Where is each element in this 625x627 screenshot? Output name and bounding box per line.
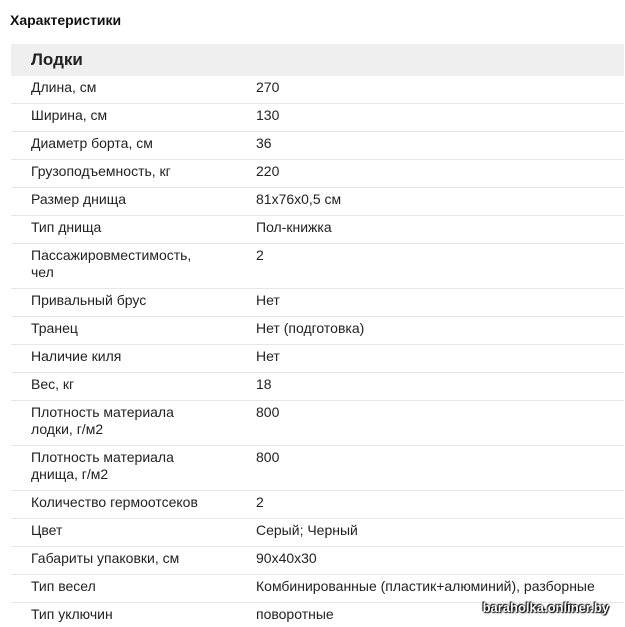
spec-value: 130 — [256, 107, 280, 123]
spec-key: Вес, кг — [31, 376, 75, 392]
spec-key: Грузоподъемность, кг — [31, 163, 171, 179]
section-title: Лодки — [31, 50, 83, 69]
spec-row-passengers — [11, 244, 624, 289]
spec-key: Тип весел — [31, 578, 96, 594]
page-heading: Характеристики — [10, 12, 122, 28]
spec-key: Тип днища — [31, 219, 102, 235]
spec-value: 220 — [256, 163, 280, 179]
spec-row-floor-density — [11, 446, 624, 491]
spec-key: Количество гермоотсеков — [31, 494, 198, 510]
spec-value: 2 — [256, 247, 264, 263]
spec-row-hull-density — [11, 401, 624, 446]
spec-row-capacity — [11, 160, 624, 188]
spec-value: Нет — [256, 292, 280, 308]
spec-value: поворотные — [256, 606, 334, 622]
spec-value: Пол-книжка — [256, 219, 332, 235]
spec-row-fender — [11, 289, 624, 317]
spec-row-oars — [11, 575, 624, 603]
spec-value: 81x76x0,5 см — [256, 191, 342, 207]
spec-value: 800 — [256, 404, 280, 420]
spec-value: 2 — [256, 494, 264, 510]
spec-key: Плотность материала лодки, г/м2 — [31, 404, 174, 437]
spec-key: Транец — [31, 320, 78, 336]
spec-key: Тип уключин — [31, 606, 113, 622]
spec-value: 36 — [256, 135, 272, 151]
spec-row-compartments — [11, 491, 624, 519]
spec-row-weight — [11, 373, 624, 401]
spec-key: Привальный брус — [31, 292, 147, 308]
spec-row-color — [11, 519, 624, 547]
spec-table — [11, 44, 624, 627]
spec-key: Цвет — [31, 522, 63, 538]
spec-value: 18 — [256, 376, 272, 392]
spec-row-transom — [11, 317, 624, 345]
spec-row-floor-type — [11, 216, 624, 244]
spec-key: Ширина, см — [31, 107, 108, 123]
spec-key: Диаметр борта, см — [31, 135, 153, 151]
spec-key: Размер днища — [31, 191, 127, 207]
site-watermark: baraholka.onliner.by — [482, 600, 609, 615]
spec-key: Плотность материала днища, г/м2 — [31, 449, 174, 482]
spec-row-keel — [11, 345, 624, 373]
spec-value: 270 — [256, 79, 280, 95]
spec-value: 800 — [256, 449, 280, 465]
spec-value: Нет (подготовка) — [256, 320, 365, 336]
spec-value: 90x40x30 — [256, 550, 317, 566]
spec-key: Наличие киля — [31, 348, 122, 364]
spec-value: Нет — [256, 348, 280, 364]
spec-value: Комбинированные (пластик+алюминий), разборные — [256, 578, 595, 594]
spec-key: Длина, см — [31, 79, 97, 95]
spec-value: Серый; Черный — [256, 522, 358, 538]
spec-row-width — [11, 104, 624, 132]
spec-key: Габариты упаковки, см — [31, 550, 180, 566]
spec-row-package-size — [11, 547, 624, 575]
spec-row-length — [11, 76, 624, 104]
section-header — [11, 44, 624, 76]
spec-row-floor-size — [11, 188, 624, 216]
spec-row-tube-diameter — [11, 132, 624, 160]
spec-key: Пассажировместимость, чел — [31, 247, 192, 280]
